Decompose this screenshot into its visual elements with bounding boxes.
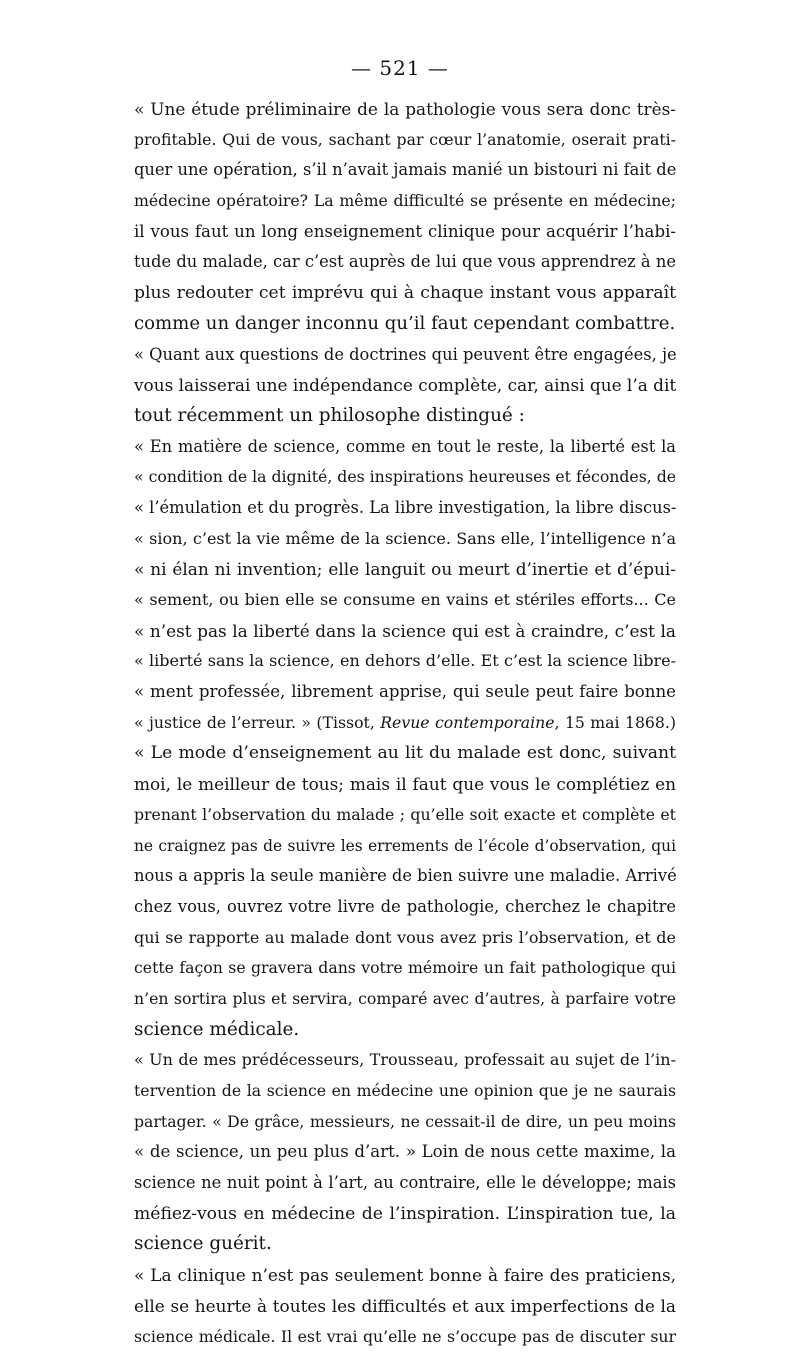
text-line: « sement, ou bien elle se consume en vains et stériles efforts... Ce [134, 585, 676, 616]
page-number: — 521 — [0, 56, 800, 80]
text-line: « l’émulation et du progrès. La libre investigation, la libre discus- [134, 493, 676, 524]
text-line: science médicale. [134, 1015, 676, 1046]
body-text [134, 94, 676, 1352]
text-line: « En matière de science, comme en tout le reste, la liberté est la [134, 432, 676, 463]
text-line: « Un de mes prédécesseurs, Trousseau, professait au sujet de l’in- [134, 1045, 676, 1076]
text-line: profitable. Qui de vous, sachant par cœur l’anatomie, oserait prati- [134, 125, 676, 156]
text-line: tervention de la science en médecine une opinion que je ne saurais [134, 1076, 676, 1107]
text-line: chez vous, ouvrez votre livre de pathologie, cherchez le chapitre [134, 892, 676, 923]
text-line: « ment professée, librement apprise, qui seule peut faire bonne [134, 677, 676, 708]
text-line: « liberté sans la science, en dehors d’elle. Et c’est la science libre- [134, 646, 676, 677]
text-line: tout récemment un philosophe distingué : [134, 401, 676, 432]
text-line: n’en sortira plus et servira, comparé avec d’autres, à parfaire votre [134, 984, 676, 1015]
text-line: « Une étude préliminaire de la pathologie vous sera donc très- [134, 94, 676, 125]
text-line: médecine opératoire? La même difficulté se présente en médecine; [134, 186, 676, 217]
text-line: qui se rapporte au malade dont vous avez pris l’observation, et de [134, 923, 676, 954]
text-line: prenant l’observation du malade ; qu’elle soit exacte et complète et [134, 800, 676, 831]
text-line: cette façon se gravera dans votre mémoire un fait pathologique qui [134, 953, 676, 984]
text-line: elle se heurte à toutes les difficultés et aux imperfections de la [134, 1291, 676, 1322]
text-line: « n’est pas la liberté dans la science qui est à craindre, c’est la [134, 616, 676, 647]
text-line: « Quant aux questions de doctrines qui peuvent être engagées, je [134, 340, 676, 371]
text-line: partager. « De grâce, messieurs, ne cessait-il de dire, un peu moins [134, 1107, 676, 1138]
text-line: vous laisserai une indépendance complète, car, ainsi que l’a dit [134, 370, 676, 401]
journal-title: Revue contemporaine [380, 713, 554, 732]
text-line: « de science, un peu plus d’art. » Loin de nous cette maxime, la [134, 1137, 676, 1168]
text-line: science médicale. Il est vrai qu’elle ne s’occupe pas de discuter sur [134, 1322, 676, 1352]
text-line: science ne nuit point à l’art, au contraire, elle le développe; mais [134, 1168, 676, 1199]
text-line: tude du malade, car c’est auprès de lui que vous apprendrez à ne [134, 247, 676, 278]
text-line: « sion, c’est la vie même de la science. Sans elle, l’intelligence n’a [134, 524, 676, 555]
text-line: il vous faut un long enseignement clinique pour acquérir l’habi- [134, 217, 676, 248]
text-line: « ni élan ni invention; elle languit ou meurt d’inertie et d’épui- [134, 554, 676, 585]
text-line: nous a appris la seule manière de bien suivre une maladie. Arrivé [134, 861, 676, 892]
text-line: « La clinique n’est pas seulement bonne à faire des praticiens, [134, 1260, 676, 1291]
text-line: comme un danger inconnu qu’il faut cependant combattre. [134, 309, 676, 340]
text-line: « justice de l’erreur. » (Tissot, Revue contemporaine, 15 mai 1868.) [134, 708, 676, 739]
text-line: moi, le meilleur de tous; mais il faut que vous le complétiez en [134, 769, 676, 800]
text-line: « Le mode d’enseignement au lit du malade est donc, suivant [134, 738, 676, 769]
text-line: quer une opération, s’il n’avait jamais manié un bistouri ni fait de [134, 155, 676, 186]
text-line: « condition de la dignité, des inspirations heureuses et fécondes, de [134, 462, 676, 493]
text-line: science guérit. [134, 1229, 676, 1260]
text-line: ne craignez pas de suivre les errements de l’école d’observation, qui [134, 831, 676, 862]
text-line: plus redouter cet imprévu qui à chaque instant vous apparaît [134, 278, 676, 309]
text-line: méfiez-vous en médecine de l’inspiration. L’inspiration tue, la [134, 1199, 676, 1230]
